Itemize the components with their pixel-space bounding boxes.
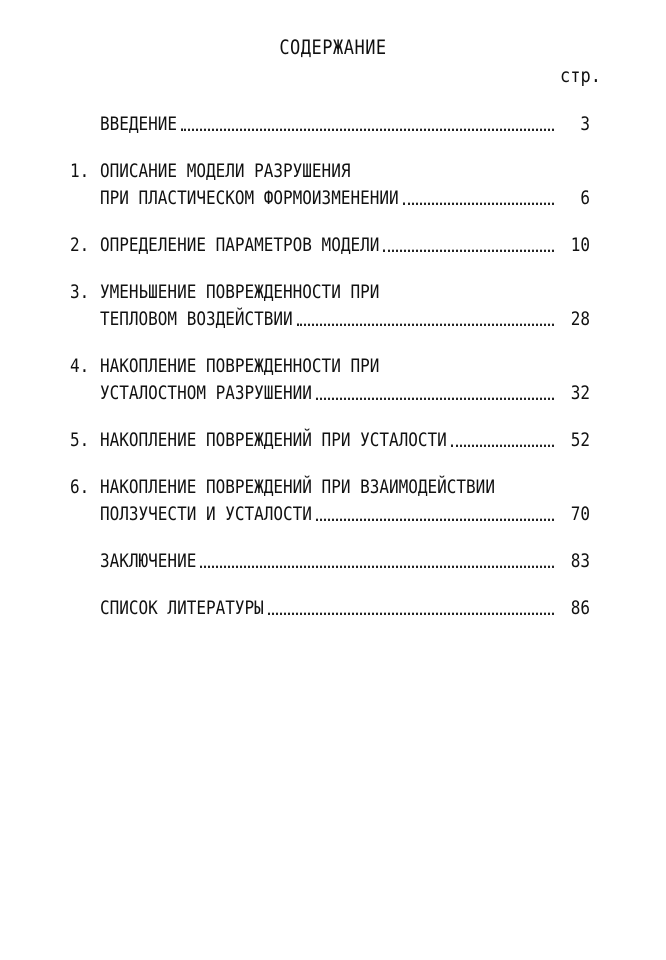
page-column-label: стр. <box>560 64 601 88</box>
toc-entry-title: ЗАКЛЮЧЕНИЕ <box>100 549 197 572</box>
toc-entry-line <box>70 424 590 455</box>
toc-entry-page-number: 32 <box>570 381 590 404</box>
toc-entry-line <box>70 303 590 334</box>
dot-leader <box>297 323 554 325</box>
toc-entry-page-number: 28 <box>570 307 590 330</box>
dot-leader <box>181 128 554 130</box>
toc-entry-title: НАКОПЛЕНИЕ ПОВРЕЖДЕНИЙ ПРИ ВЗАИМОДЕЙСТВИИ <box>100 475 495 498</box>
toc-entry-page-number: 3 <box>580 112 590 135</box>
dot-leader <box>451 444 554 446</box>
toc-entry-title: СПИСОК ЛИТЕРАТУРЫ <box>100 596 264 619</box>
toc-entry <box>70 278 590 332</box>
dot-leader <box>383 249 554 251</box>
toc-entry-number: 3. <box>70 280 90 303</box>
toc-entry-title: ТЕПЛОВОМ ВОЗДЕЙСТВИИ <box>100 307 293 330</box>
toc-entry <box>70 157 590 211</box>
toc-entry-page-number: 70 <box>570 502 590 525</box>
toc-entry-title: УМЕНЬШЕНИЕ ПОВРЕЖДЕННОСТИ ПРИ <box>100 280 380 303</box>
toc-entry-title: ПОЛЗУЧЕСТИ И УСТАЛОСТИ <box>100 502 312 525</box>
toc-entry-page-number: 83 <box>570 549 590 572</box>
toc-entry-line <box>70 108 590 139</box>
toc-entry-line <box>70 545 590 576</box>
dot-leader <box>403 202 554 204</box>
toc-entry-number: 2. <box>70 233 90 256</box>
toc-entry-title: НАКОПЛЕНИЕ ПОВРЕЖДЕННОСТИ ПРИ <box>100 354 380 377</box>
document-title: СОДЕРЖАНИЕ <box>279 36 387 60</box>
toc-entry-title: ОПИСАНИЕ МОДЕЛИ РАЗРУШЕНИЯ <box>100 159 351 182</box>
toc-entry <box>70 547 590 574</box>
toc-entry-page-number: 6 <box>580 186 590 209</box>
toc-entry-line <box>70 377 590 408</box>
toc-entry-number: 1. <box>70 159 90 182</box>
toc-entry <box>70 231 590 258</box>
toc-entry-title: НАКОПЛЕНИЕ ПОВРЕЖДЕНИЙ ПРИ УСТАЛОСТИ <box>100 428 447 451</box>
toc-entry-page-number: 52 <box>570 428 590 451</box>
toc-entry <box>70 594 590 621</box>
toc-entry-title: ПРИ ПЛАСТИЧЕСКОМ ФОРМОИЗМЕНЕНИИ <box>100 186 399 209</box>
dot-leader <box>200 565 554 567</box>
toc-entry-line <box>70 182 590 213</box>
toc-entry-line <box>70 229 590 260</box>
toc-entry <box>70 473 590 527</box>
toc-entry-title: ВВЕДЕНИЕ <box>100 112 178 135</box>
toc-entry-number: 4. <box>70 354 90 377</box>
toc-entry-page-number: 86 <box>570 596 590 619</box>
toc-entry-title: УСТАЛОСТНОМ РАЗРУШЕНИИ <box>100 381 312 404</box>
toc-entry-line <box>70 498 590 529</box>
toc-entry-title: ОПРЕДЕЛЕНИЕ ПАРАМЕТРОВ МОДЕЛИ <box>100 233 380 256</box>
toc-entry <box>70 110 590 137</box>
dot-leader <box>268 612 554 614</box>
toc-entry-line <box>70 592 590 623</box>
table-of-contents <box>70 110 590 641</box>
dot-leader <box>316 518 554 520</box>
toc-entry <box>70 426 590 453</box>
dot-leader <box>316 397 554 399</box>
toc-entry-number: 5. <box>70 428 90 451</box>
toc-entry <box>70 352 590 406</box>
toc-entry-page-number: 10 <box>570 233 590 256</box>
toc-entry-number: 6. <box>70 475 90 498</box>
